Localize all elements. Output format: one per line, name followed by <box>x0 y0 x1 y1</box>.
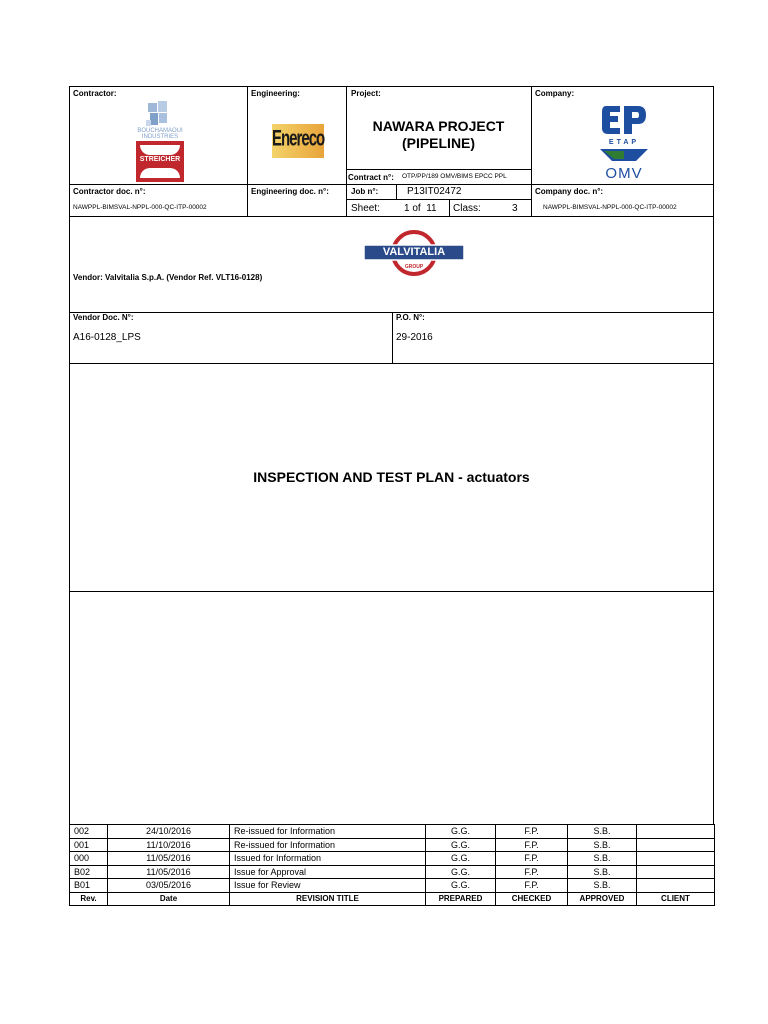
date-header: Date <box>108 892 230 906</box>
class-value: 3 <box>512 203 518 214</box>
title-cell: Issue for Approval <box>230 865 426 879</box>
valvitalia-group-text: GROUP <box>404 264 424 270</box>
project-label: Project: <box>351 89 381 98</box>
approved-cell: S.B. <box>568 838 637 852</box>
rev-cell: 002 <box>70 825 108 839</box>
client-cell <box>637 879 715 893</box>
company-doc-label: Company doc. n°: <box>535 187 604 196</box>
client-header: CLIENT <box>637 892 715 906</box>
divider <box>346 169 531 170</box>
checked-cell: F.P. <box>496 825 568 839</box>
etap-logo-icon <box>598 100 650 140</box>
etap-text: ETAP <box>608 139 640 146</box>
prepared-cell: G.G. <box>426 879 496 893</box>
prepared-header: PREPARED <box>426 892 496 906</box>
bouchamaoui-text1: BOUCHAMAOUI <box>137 128 183 134</box>
vendor-line: Vendor: Valvitalia S.p.A. (Vendor Ref. VLT16-0128) <box>73 273 263 282</box>
class-label: Class: <box>453 203 481 214</box>
contractor-doc-label: Contractor doc. n°: <box>73 187 146 196</box>
divider <box>392 312 393 364</box>
revision-table <box>69 824 715 906</box>
engineering-doc-label: Engineering doc. n°: <box>251 187 329 196</box>
project-name-line1: NAWARA PROJECT <box>372 118 505 134</box>
prepared-cell: G.G. <box>426 825 496 839</box>
contractor-doc-value: NAWPPL-BIMSVAL-NPPL-000-QC-ITP-00002 <box>73 204 207 211</box>
table-row <box>70 825 715 839</box>
enereco-logo <box>272 124 324 158</box>
approved-cell: S.B. <box>568 879 637 893</box>
omv-mark-icon <box>598 148 650 162</box>
vendor-doc-value: A16-0128_LPS <box>73 332 141 343</box>
table-row <box>70 879 715 893</box>
po-label: P.O. N°: <box>396 313 425 322</box>
valvitalia-text: VALVITALIA <box>382 246 446 258</box>
prepared-cell: G.G. <box>426 838 496 852</box>
streicher-logo <box>136 141 184 182</box>
bouchamaoui-logo-icon <box>120 100 200 130</box>
approved-header: APPROVED <box>568 892 637 906</box>
date-cell: 11/05/2016 <box>108 865 230 879</box>
checked-cell: F.P. <box>496 838 568 852</box>
bouchamaoui-text2: INDUSTRIES <box>141 134 179 140</box>
client-cell <box>637 865 715 879</box>
company-label: Company: <box>535 89 575 98</box>
rev-header: Rev. <box>70 892 108 906</box>
divider <box>531 86 532 217</box>
contract-label: Contract n°: <box>348 173 394 182</box>
divider <box>346 199 531 200</box>
prepared-cell: G.G. <box>426 852 496 866</box>
enereco-text: Enereco <box>272 125 325 152</box>
rev-cell: 001 <box>70 838 108 852</box>
checked-cell: F.P. <box>496 865 568 879</box>
document-title: INSPECTION AND TEST PLAN - actuators <box>253 469 530 485</box>
approved-cell: S.B. <box>568 852 637 866</box>
omv-text: OMV <box>605 165 643 182</box>
date-cell: 03/05/2016 <box>108 879 230 893</box>
contractor-label: Contractor: <box>73 89 117 98</box>
rev-cell: B01 <box>70 879 108 893</box>
rev-cell: 000 <box>70 852 108 866</box>
po-value: 29-2016 <box>396 332 433 343</box>
sheet-label: Sheet: <box>351 203 380 214</box>
title-cell: Re-issued for Information <box>230 838 426 852</box>
checked-cell: F.P. <box>496 879 568 893</box>
table-row <box>70 865 715 879</box>
contract-value: OTP/PP/189 OMV/BIMS EPCC PPL <box>402 173 507 180</box>
job-value: P13IT02472 <box>407 186 462 197</box>
valvitalia-logo <box>364 230 464 276</box>
table-row <box>70 838 715 852</box>
divider <box>247 86 248 217</box>
streicher-text: STREICHER <box>139 156 181 163</box>
client-cell <box>637 825 715 839</box>
client-cell <box>637 852 715 866</box>
checked-cell: F.P. <box>496 852 568 866</box>
divider <box>449 199 450 217</box>
vendor-doc-label: Vendor Doc. N°: <box>73 313 134 322</box>
company-doc-value: NAWPPL-BIMSVAL-NPPL-000-QC-ITP-00002 <box>543 204 677 211</box>
divider <box>396 184 397 199</box>
table-header-row <box>70 892 715 906</box>
title-cell: Issue for Review <box>230 879 426 893</box>
date-cell: 24/10/2016 <box>108 825 230 839</box>
approved-cell: S.B. <box>568 865 637 879</box>
title-cell: Re-issued for Information <box>230 825 426 839</box>
title-header: REVISION TITLE <box>230 892 426 906</box>
engineering-label: Engineering: <box>251 89 300 98</box>
title-cell: Issued for Information <box>230 852 426 866</box>
etap-omv-logo <box>598 100 650 185</box>
client-cell <box>637 838 715 852</box>
date-cell: 11/05/2016 <box>108 852 230 866</box>
checked-header: CHECKED <box>496 892 568 906</box>
blank-block <box>69 591 714 825</box>
bouchamaoui-logo <box>120 100 200 140</box>
prepared-cell: G.G. <box>426 865 496 879</box>
approved-cell: S.B. <box>568 825 637 839</box>
date-cell: 11/10/2016 <box>108 838 230 852</box>
sheet-value: 1 of 11 <box>404 203 437 214</box>
rev-cell: B02 <box>70 865 108 879</box>
project-name <box>346 118 531 152</box>
project-name-line2: (PIPELINE) <box>401 135 476 151</box>
job-label: Job n°: <box>351 187 379 196</box>
table-row <box>70 852 715 866</box>
